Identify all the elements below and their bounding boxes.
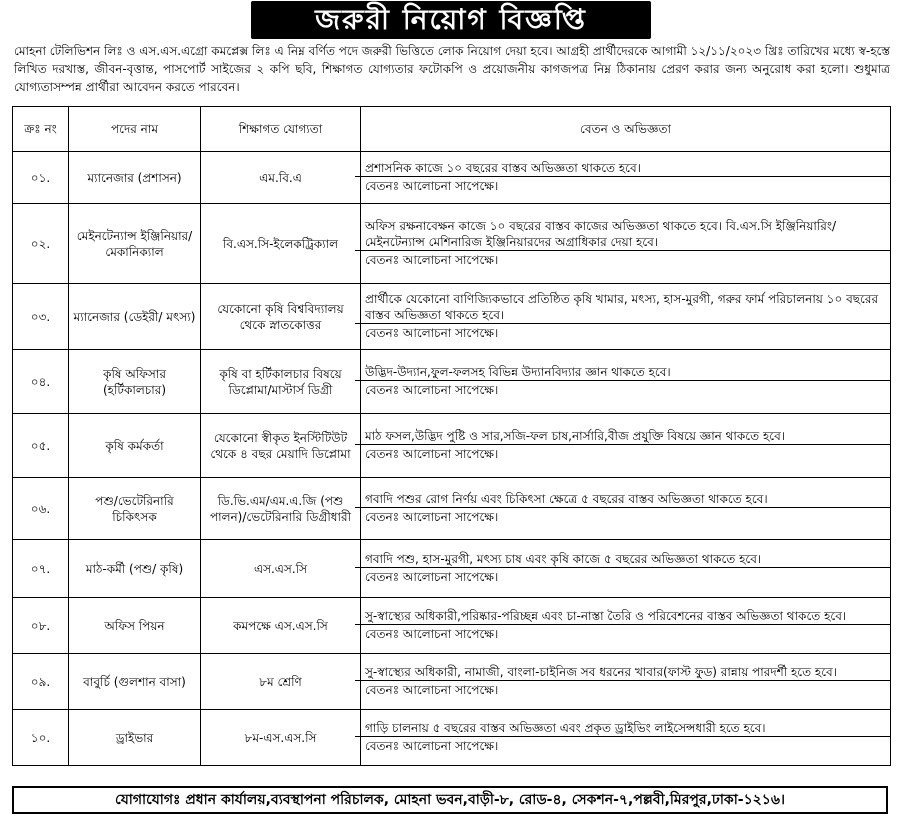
row-education: এস.এস.সি bbox=[201, 540, 361, 598]
row-education: ৮ম-এস.এস.সি bbox=[201, 710, 361, 766]
row-post-name: মাঠ-কর্মী (পশু/ কৃষি) bbox=[69, 540, 201, 598]
row-post-name: কৃষি কর্মকর্তা bbox=[69, 414, 201, 478]
table-row bbox=[13, 284, 891, 350]
row-salary: বেতনঃ আলোচনা সাপেক্ষে। bbox=[355, 507, 890, 526]
row-salary-experience bbox=[361, 710, 891, 766]
row-salary: বেতনঃ আলোচনা সাপেক্ষে। bbox=[355, 680, 890, 699]
row-salary: বেতনঃ আলোচনা সাপেক্ষে। bbox=[355, 736, 890, 755]
row-salary-experience bbox=[361, 414, 891, 478]
contact-footer: যোগাযোগঃ প্রধান কার্যালয়,ব্যবস্থাপনা পরিচালক, মোহনা ভবন,বাড়ী-৮, রোড-৪, সেকশন-৭,পল্লবী,মিরপুর,ঢাকা-১২১৬। bbox=[12, 786, 888, 814]
row-experience: গবাদি পশুর রোগ নির্ণয় এবং চিকিৎসা ক্ষেত্রে ৫ বছরের বাস্তব অভিজ্ঞতা থাকতে হবে। bbox=[365, 492, 768, 506]
intro-paragraph: মোহনা টেলিভিশন লিঃ ও এস.এস.এগ্রো কমপ্লেক্স লিঃ এ নিম্ন বর্ণিত পদে জরুরী ভিত্তিতে লোক নিয়োগ দেয়া হবে। আগ্রহী প্রার্থীদেরকে আগামী ১২/১১/২০২৩ খ্রিঃ তারিখের মধ্যে স্ব-হস্তে লিখিত দরখাস্ত, জীবন-বৃত্তান্ত, পাসপোর্ট সাইজের ২ কপি ছবি, শিক্ষাগত যোগ্যতার ফটোকপি ও প্রয়োজনীয় কাগজপত্র নিম্ন ঠিকানায় প্রেরণ করার জন্য অনুরোধ করা হলো। শুধুমাত্র যোগ্যতাসম্পন্ন প্রার্থীরা আবেদন করতে পারবেন। bbox=[14, 44, 890, 94]
row-education: যেকোনো স্বীকৃত ইনস্টিটিউট থেকে ৪ বছর মেয়াদি ডিপ্লোমা bbox=[201, 414, 361, 478]
title-banner bbox=[0, 0, 902, 40]
notice-title: জরুরী নিয়োগ বিজ্ঞপ্তি bbox=[251, 1, 651, 39]
row-post-name: বাবুর্চি (গুলশান বাসা) bbox=[69, 654, 201, 710]
row-serial: ০৩. bbox=[13, 284, 69, 350]
header-education: শিক্ষাগত যোগ্যতা bbox=[201, 107, 361, 152]
table-header-row bbox=[13, 107, 891, 152]
row-post-name: মেইনটেন্যান্স ইঞ্জিনিয়ার/ মেকানিক্যাল bbox=[69, 204, 201, 284]
row-experience: সু-স্বাস্থ্যের অধিকারী, নামাজী, বাংলা-চাইনিজ সব ধরনের খাবার(ফাস্ট ফুড) রান্নায় পারদর্শী হতে হবে। bbox=[365, 665, 838, 679]
header-serial: ক্রঃ নং bbox=[13, 107, 69, 152]
row-post-name: কৃষি অফিসার (হর্টিকালচার) bbox=[69, 350, 201, 414]
row-serial: ০৯. bbox=[13, 654, 69, 710]
row-education: কৃষি বা হর্টিকালচার বিষয়ে ডিপ্লোমা/মাস্টার্স ডিগ্রী bbox=[201, 350, 361, 414]
row-experience: গবাদি পশু, হাস-মুরগী, মৎস্য চাষ এবং কৃষি কাজে ৫ বছরের অভিজ্ঞতা থাকতে হবে। bbox=[365, 552, 762, 566]
row-experience: গাড়ি চালনায় ৫ বছরের বাস্তব অভিজ্ঞতা এবং প্রকৃত ড্রাইভিং লাইসেন্সধারী হতে হবে। bbox=[365, 721, 766, 735]
table-row bbox=[13, 152, 891, 204]
table-row bbox=[13, 350, 891, 414]
row-salary-experience bbox=[361, 654, 891, 710]
row-salary: বেতনঃ আলোচনা সাপেক্ষে। bbox=[355, 250, 890, 269]
table-row bbox=[13, 540, 891, 598]
row-post-name: ম্যানেজার (ডেইরী/ মৎস্য) bbox=[69, 284, 201, 350]
row-post-name: পশু/ভেটেরিনারি চিকিৎসক bbox=[69, 478, 201, 540]
table-row bbox=[13, 478, 891, 540]
row-education: ডি.ভি.এম/এম.এ.জি (পশু পালন)/ভেটেরিনারি ডিগ্রীধারী bbox=[201, 478, 361, 540]
row-education: ৮ম শ্রেণি bbox=[201, 654, 361, 710]
jobs-table bbox=[12, 106, 891, 766]
table-row bbox=[13, 654, 891, 710]
row-salary-experience bbox=[361, 350, 891, 414]
table-row bbox=[13, 710, 891, 766]
header-salary-experience: বেতন ও অভিজ্ঞতা bbox=[361, 107, 891, 152]
table-row bbox=[13, 414, 891, 478]
row-post-name: ম্যানেজার (প্রশাসন) bbox=[69, 152, 201, 204]
row-salary: বেতনঃ আলোচনা সাপেক্ষে। bbox=[355, 176, 890, 195]
row-experience: অফিস রক্ষনাবেক্ষন কাজে ১০ বছরের বাস্তব কাজের অভিজ্ঞতা থাকতে হবে। বি.এস.সি ইঞ্জিনিয়ারিং/মেইনটেন্যান্স মেশিনারিজ ইঞ্জিনিয়ারদের অগ্রাধিকার দেয়া হবে। bbox=[365, 219, 837, 249]
row-serial: ০২. bbox=[13, 204, 69, 284]
row-salary-experience bbox=[361, 478, 891, 540]
row-education: কমপক্ষে এস.এস.সি bbox=[201, 598, 361, 654]
row-education: বি.এস.সি-ইলেকট্রিক্যাল bbox=[201, 204, 361, 284]
row-experience: সু-স্বাস্থ্যের অধিকারী,পরিষ্কার-পরিচ্ছন্ন এবং চা-নাস্তা তৈরি ও পরিবেশনের বাস্তব অভিজ্ঞতা থাকতে হবে। bbox=[365, 609, 847, 623]
table-row bbox=[13, 598, 891, 654]
row-experience: মাঠ ফসল,উদ্ভিদ পুষ্টি ও সার,সজি-ফল চাষ,নার্সারি,বীজ প্রযুক্তি বিষয়ে জ্ঞান থাকতে হবে। bbox=[365, 429, 786, 443]
row-salary: বেতনঃ আলোচনা সাপেক্ষে। bbox=[355, 567, 890, 586]
row-experience: প্রশাসনিক কাজে ১০ বছরের বাস্তব অভিজ্ঞতা থাকতে হবে। bbox=[365, 161, 641, 175]
row-salary-experience bbox=[361, 152, 891, 204]
row-salary: বেতনঃ আলোচনা সাপেক্ষে। bbox=[355, 323, 890, 342]
row-salary: বেতনঃ আলোচনা সাপেক্ষে। bbox=[355, 444, 890, 463]
row-post-name: ড্রাইভার bbox=[69, 710, 201, 766]
row-serial: ০৮. bbox=[13, 598, 69, 654]
row-education: এম.বি.এ bbox=[201, 152, 361, 204]
row-salary: বেতনঃ আলোচনা সাপেক্ষে। bbox=[355, 624, 890, 643]
row-salary-experience bbox=[361, 204, 891, 284]
row-serial: ১০. bbox=[13, 710, 69, 766]
row-experience: প্রার্থীকে যেকোনো বাণিজ্যিকভাবে প্রতিষ্ঠিত কৃষি খামার, মৎস্য, হাস-মুরগী, গরুর ফার্ম পরিচালনায় ১০ বছরের বাস্তব অভিজ্ঞতা থাকতে হবে। bbox=[365, 292, 879, 322]
row-serial: ০১. bbox=[13, 152, 69, 204]
row-serial: ০৪. bbox=[13, 350, 69, 414]
row-salary-experience bbox=[361, 598, 891, 654]
table-row bbox=[13, 204, 891, 284]
row-education: যেকোনো কৃষি বিশ্ববিদ্যালয় থেকে স্নাতকোত্তর bbox=[201, 284, 361, 350]
row-salary: বেতনঃ আলোচনা সাপেক্ষে। bbox=[355, 380, 890, 399]
header-post: পদের নাম bbox=[69, 107, 201, 152]
row-post-name: অফিস পিয়ন bbox=[69, 598, 201, 654]
row-salary-experience bbox=[361, 540, 891, 598]
row-experience: উদ্ভিদ-উদ্যান,ফুল-ফলসহ বিভিন্ন উদ্যানবিদ্যার জ্ঞান থাকতে হবে। bbox=[365, 365, 671, 379]
row-serial: ০৭. bbox=[13, 540, 69, 598]
row-serial: ০৫. bbox=[13, 414, 69, 478]
row-salary-experience bbox=[361, 284, 891, 350]
row-serial: ০৬. bbox=[13, 478, 69, 540]
